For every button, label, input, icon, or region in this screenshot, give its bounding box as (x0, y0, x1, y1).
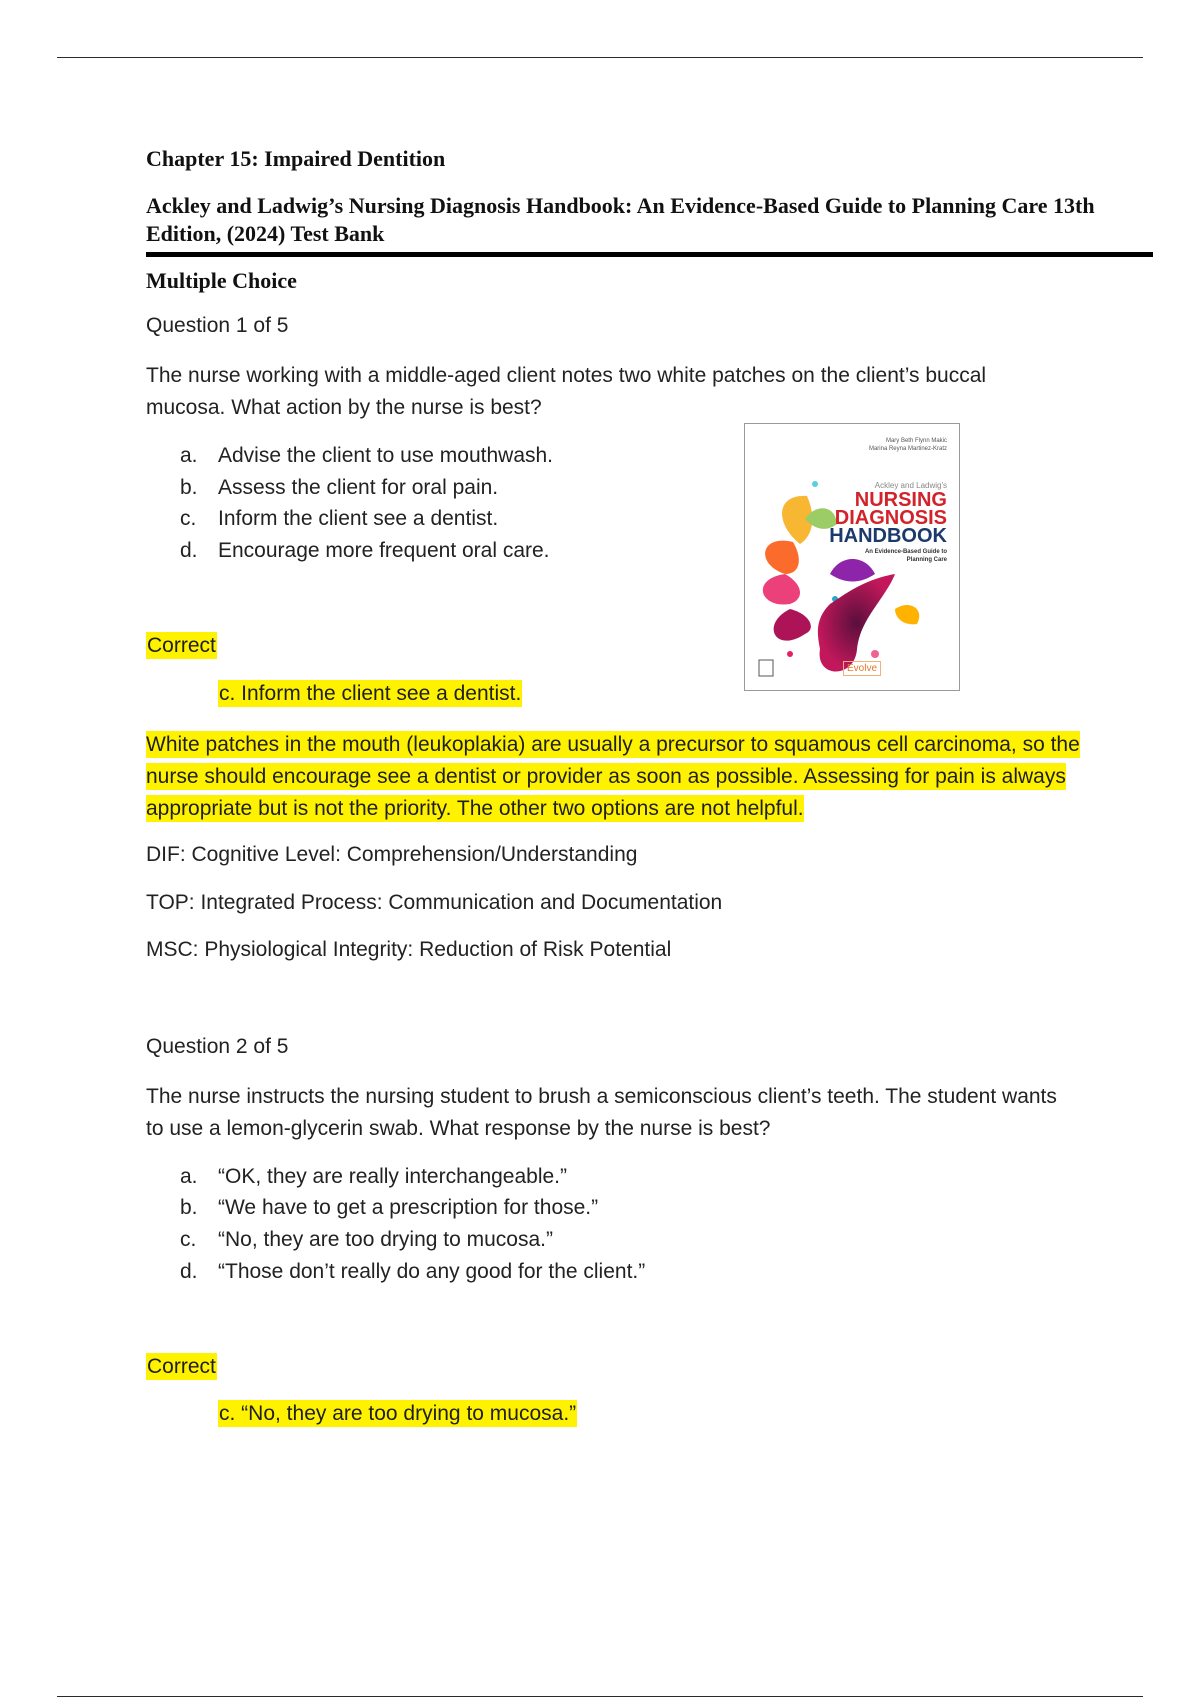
question-2-stem: The nurse instructs the nursing student to brush a semiconscious client’s teeth. The student wants to use a lemon-glycerin swab. What response by the nurse is best? (146, 1085, 1057, 1140)
q1-option-d: d. Encourage more frequent oral care. (180, 539, 550, 562)
cover-pretitle: Ackley and Ladwig's (874, 481, 947, 490)
cover-subtitle: An Evidence-Based Guide to Planning Care (864, 549, 947, 563)
question-1-label: Question 1 of 5 (146, 314, 289, 337)
q1-msc: MSC: Physiological Integrity: Reduction of Risk Potential (146, 938, 672, 961)
q2-correct-label: Correct (147, 1355, 216, 1378)
q2-option-c: c. “No, they are too drying to mucosa.” (180, 1228, 553, 1251)
q2-option-a: a. “OK, they are really interchangeable.” (180, 1165, 568, 1188)
book-cover-image (744, 423, 960, 691)
q2-option-d: d. “Those don’t really do any good for the client.” (180, 1260, 646, 1283)
question-1-stem: The nurse working with a middle-aged client notes two white patches on the client’s buccal mucosa. What action by the nurse is best? (146, 364, 987, 419)
q1-option-c: c. Inform the client see a dentist. (180, 507, 499, 530)
q1-option-b: b. Assess the client for oral pain. (180, 476, 499, 499)
bottom-rule (57, 1696, 1143, 1697)
cover-brand-logo: Evolve (843, 661, 881, 676)
chapter-title: Chapter 15: Impaired Dentition (146, 146, 446, 171)
top-rule (57, 57, 1143, 58)
q1-topic: TOP: Integrated Process: Communication and Documentation (146, 891, 723, 914)
q2-correct-answer: c. “No, they are too drying to mucosa.” (219, 1402, 577, 1425)
q1-correct-label: Correct (147, 634, 216, 657)
q2-option-b: b. “We have to get a prescription for those.” (180, 1196, 599, 1219)
q1-rationale: White patches in the mouth (leukoplakia) are usually a precursor to squamous cell carcinoma, so the nurse should encourage see a dentist or provider as soon as possible. Assessing for pain is always appropriate but is not the priority. The other two options are not helpful. (146, 733, 1080, 820)
q1-option-a: a. Advise the client to use mouthwash. (180, 444, 554, 467)
q1-difficulty: DIF: Cognitive Level: Comprehension/Understanding (146, 843, 638, 866)
cover-authors: Mary Beth Flynn Makic Marina Reyna Martinez-Kratz (868, 438, 947, 452)
q1-correct-answer: c. Inform the client see a dentist. (219, 682, 522, 705)
question-2-label: Question 2 of 5 (146, 1035, 289, 1058)
section-title: Multiple Choice (146, 268, 297, 293)
cover-title: NURSING DIAGNOSIS HANDBOOK (829, 489, 947, 547)
title-divider (146, 252, 1153, 257)
book-title: Ackley and Ladwig’s Nursing Diagnosis Handbook: An Evidence-Based Guide to Planning Care 13th Edition, (2024) Test Bank (146, 193, 1095, 246)
